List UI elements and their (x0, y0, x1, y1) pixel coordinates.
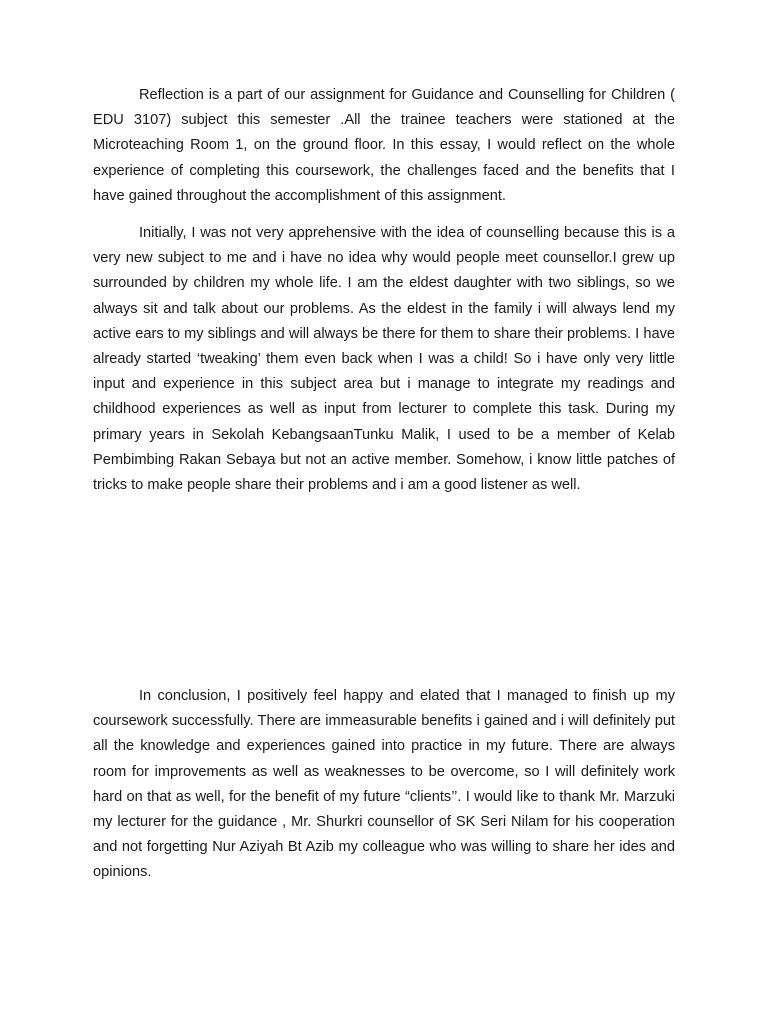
paragraph-initial-experience: Initially, I was not very apprehensive with the idea of counselling because this is a very new subject to me and i have no idea why would people meet counsellor.I grew up surrounded by children my whole life. I am the eldest daughter with two siblings, so we always sit and talk about our problems. As the eldest in the family i will always lend my active ears to my siblings and will always be there for them to share their problems. I have already started ‘tweaking’ them even back when I was a child! So i have only very little input and experience in this subject area but i manage to integrate my readings and childhood experiences as well as input from lecturer to complete this task. During my primary years in Sekolah KebangsaanTunku Malik, I used to be a member of Kelab Pembimbing Rakan Sebaya but not an active member. Somehow, i know little patches of tricks to make people share their problems and i am a good listener as well. (93, 225, 675, 494)
paragraph-conclusion: In conclusion, I positively feel happy and elated that I managed to finish up my coursework successfully. There are immeasurable benefits i gained and i will definitely put all the knowledge and experiences gained into practice in my future. There are always room for improvements as well as weaknesses to be overcome, so I will definitely work hard on that as well, for the benefit of my future “clients’’. I would like to thank Mr. Marzuki my lecturer for the guidance , Mr. Shurkri counsellor of SK Seri Nilam for his cooperation and not forgetting Nur Aziyah Bt Azib my colleague who was willing to share her ides and opinions. (93, 688, 675, 881)
paragraph-introduction: Reflection is a part of our assignment for Guidance and Counselling for Children ( EDU 3107) subject this semester .All the trainee teachers were stationed at the Microteaching Room 1, on the ground floor. In this essay, I would reflect on the whole experience of completing this coursework, the challenges faced and the benefits that I have gained throughout the accomplishment of this assignment. (93, 87, 675, 204)
